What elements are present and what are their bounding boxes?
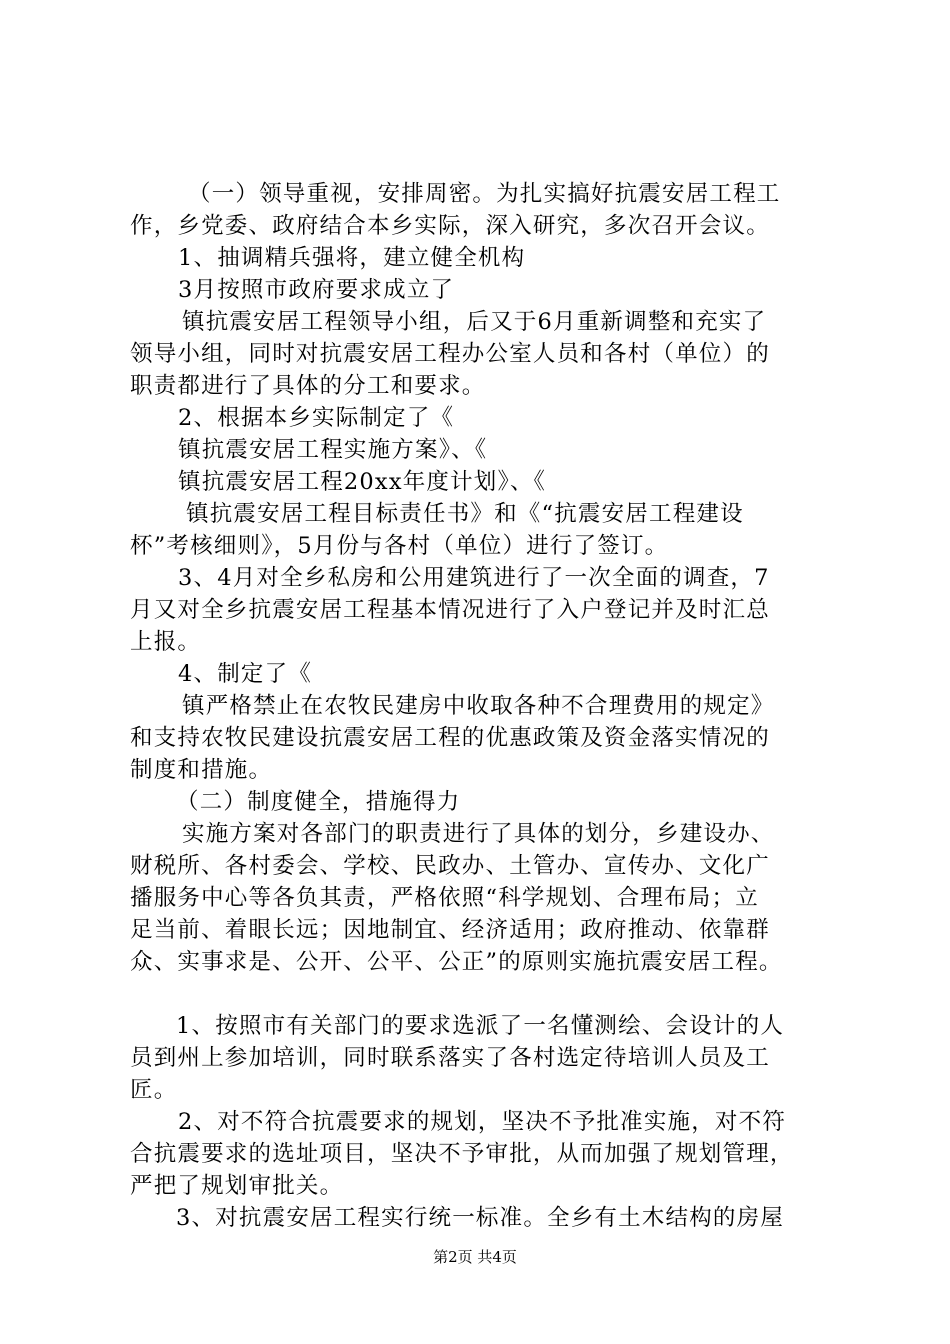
text-line: 3、对抗震安居工程实行统一标准。全乡有土木结构的房屋 — [176, 1205, 785, 1231]
text-line: 1、抽调精兵强将，建立健全机构 — [178, 245, 526, 271]
text-line: 2、根据本乡实际制定了《 — [178, 405, 455, 431]
text-line: 镇抗震安居工程20xx年度计划》、《 — [178, 469, 547, 495]
text-line: 镇抗震安居工程实施方案》、《 — [178, 437, 488, 463]
text-line: 匠。 — [130, 1077, 178, 1103]
text-line: 2、对不符合抗震要求的规划，坚决不予批准实施，对不符 — [178, 1109, 787, 1135]
text-line: 实施方案对各部门的职责进行了具体的划分，乡建设办、 — [182, 821, 775, 847]
text-line: （一）领导重视，安排周密。为扎实搞好抗震安居工程工 — [188, 181, 781, 207]
text-line: 众、实事求是、公开、公平、公正”的原则实施抗震安居工程。 — [130, 949, 783, 975]
text-line: 3月按照市政府要求成立了 — [178, 277, 455, 303]
text-line: 3、4月对全乡私房和公用建筑进行了一次全面的调查，7 — [178, 565, 770, 591]
text-line: 职责都进行了具体的分工和要求。 — [130, 373, 486, 399]
text-line: 镇严格禁止在农牧民建房中收取各种不合理费用的规定》 — [182, 693, 775, 719]
text-line: 月又对全乡抗震安居工程基本情况进行了入户登记并及时汇总 — [130, 597, 770, 623]
text-line: 员到州上参加培训，同时联系落实了各村选定待培训人员及工 — [130, 1045, 770, 1071]
text-line: 严把了规划审批关。 — [130, 1173, 344, 1199]
text-line: （二）制度健全，措施得力 — [176, 789, 461, 815]
text-line: 上报。 — [130, 629, 202, 655]
text-line: 杯”考核细则》，5月份与各村（单位）进行了签订。 — [130, 533, 669, 559]
text-line: 足当前、着眼长远；因地制宜、经济适用；政府推动、依靠群 — [130, 917, 770, 943]
text-line: 财税所、各村委会、学校、民政办、土管办、宣传办、文化广 — [130, 853, 770, 879]
text-line: 领导小组，同时对抗震安居工程办公室人员和各村（单位）的 — [130, 341, 770, 367]
text-line: 镇抗震安居工程领导小组，后又于6月重新调整和充实了 — [182, 309, 767, 335]
text-line: 播服务中心等各负其责，严格依照“科学规划、合理布局；立 — [130, 885, 759, 911]
text-line: 1、按照市有关部门的要求选派了一名懂测绘、会设计的人 — [176, 1013, 785, 1039]
text-line: 作，乡党委、政府结合本乡实际，深入研究，多次召开会议。 — [130, 213, 770, 239]
text-line: 镇抗震安居工程目标责任书》和《“抗震安居工程建设 — [186, 501, 744, 527]
page-footer: 第2页 共4页 — [433, 1248, 517, 1266]
text-line: 合抗震要求的选址项目，坚决不予审批，从而加强了规划管理， — [130, 1141, 794, 1167]
text-line: 制度和措施。 — [130, 757, 273, 783]
text-line: 和支持农牧民建设抗震安居工程的优惠政策及资金落实情况的 — [130, 725, 770, 751]
text-line: 4、制定了《 — [178, 661, 313, 687]
